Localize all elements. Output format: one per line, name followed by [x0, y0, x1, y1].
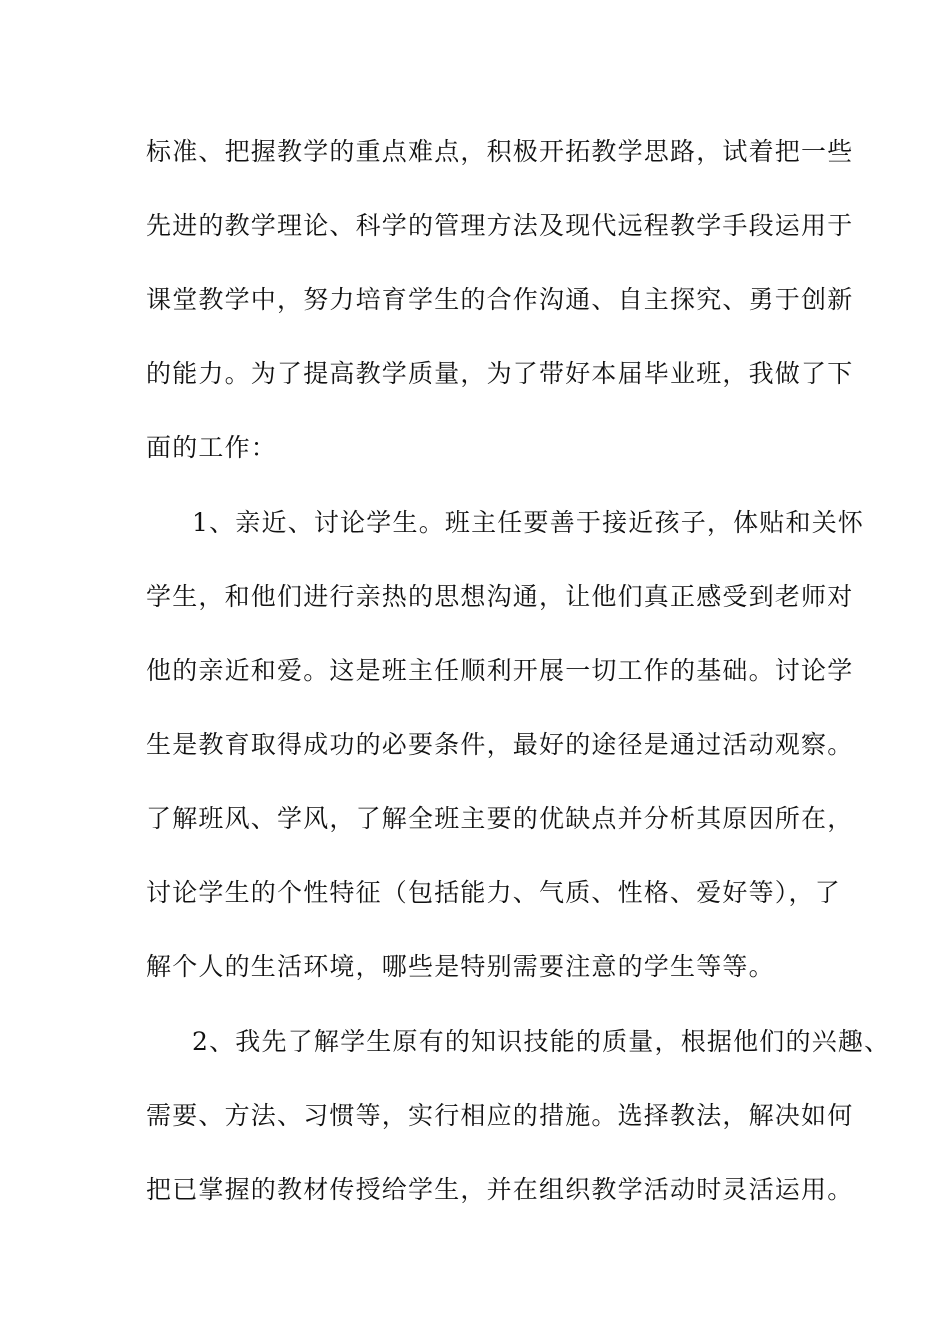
paragraph-2-first-line: 2、我先了解学生原有的知识技能的质量，根据他们的兴趣、: [192, 1027, 891, 1056]
text-line: 标准、把握教学的重点难点，积极开拓教学思路，试着把一些: [146, 137, 854, 166]
text-line: 他的亲近和爱。这是班主任顺利开展一切工作的基础。讨论学: [146, 656, 854, 685]
text-line: 学生，和他们进行亲热的思想沟通，让他们真正感受到老师对: [146, 582, 854, 611]
text-line: 把已掌握的教材传授给学生，并在组织教学活动时灵活运用。: [146, 1175, 854, 1204]
text-line: 生是教育取得成功的必要条件，最好的途径是通过活动观察。: [146, 730, 854, 759]
text-line: 课堂教学中，努力培育学生的合作沟通、自主探究、勇于创新: [146, 285, 854, 314]
text-line: 面的工作：: [146, 433, 278, 462]
text-line: 的能力。为了提高教学质量，为了带好本届毕业班，我做了下: [146, 359, 854, 388]
text-line: 了解班风、学风，了解全班主要的优缺点并分析其原因所在，: [146, 804, 854, 833]
paragraph-1-first-line: 1、亲近、讨论学生。班主任要善于接近孩子，体贴和关怀: [192, 508, 865, 537]
text-line: 先进的教学理论、科学的管理方法及现代远程教学手段运用于: [146, 211, 854, 240]
text-line: 讨论学生的个性特征（包括能力、气质、性格、爱好等），了: [146, 878, 841, 907]
text-line: 解个人的生活环境，哪些是特别需要注意的学生等等。: [146, 952, 775, 981]
text-line: 需要、方法、习惯等，实行相应的措施。选择教法，解决如何: [146, 1101, 854, 1130]
